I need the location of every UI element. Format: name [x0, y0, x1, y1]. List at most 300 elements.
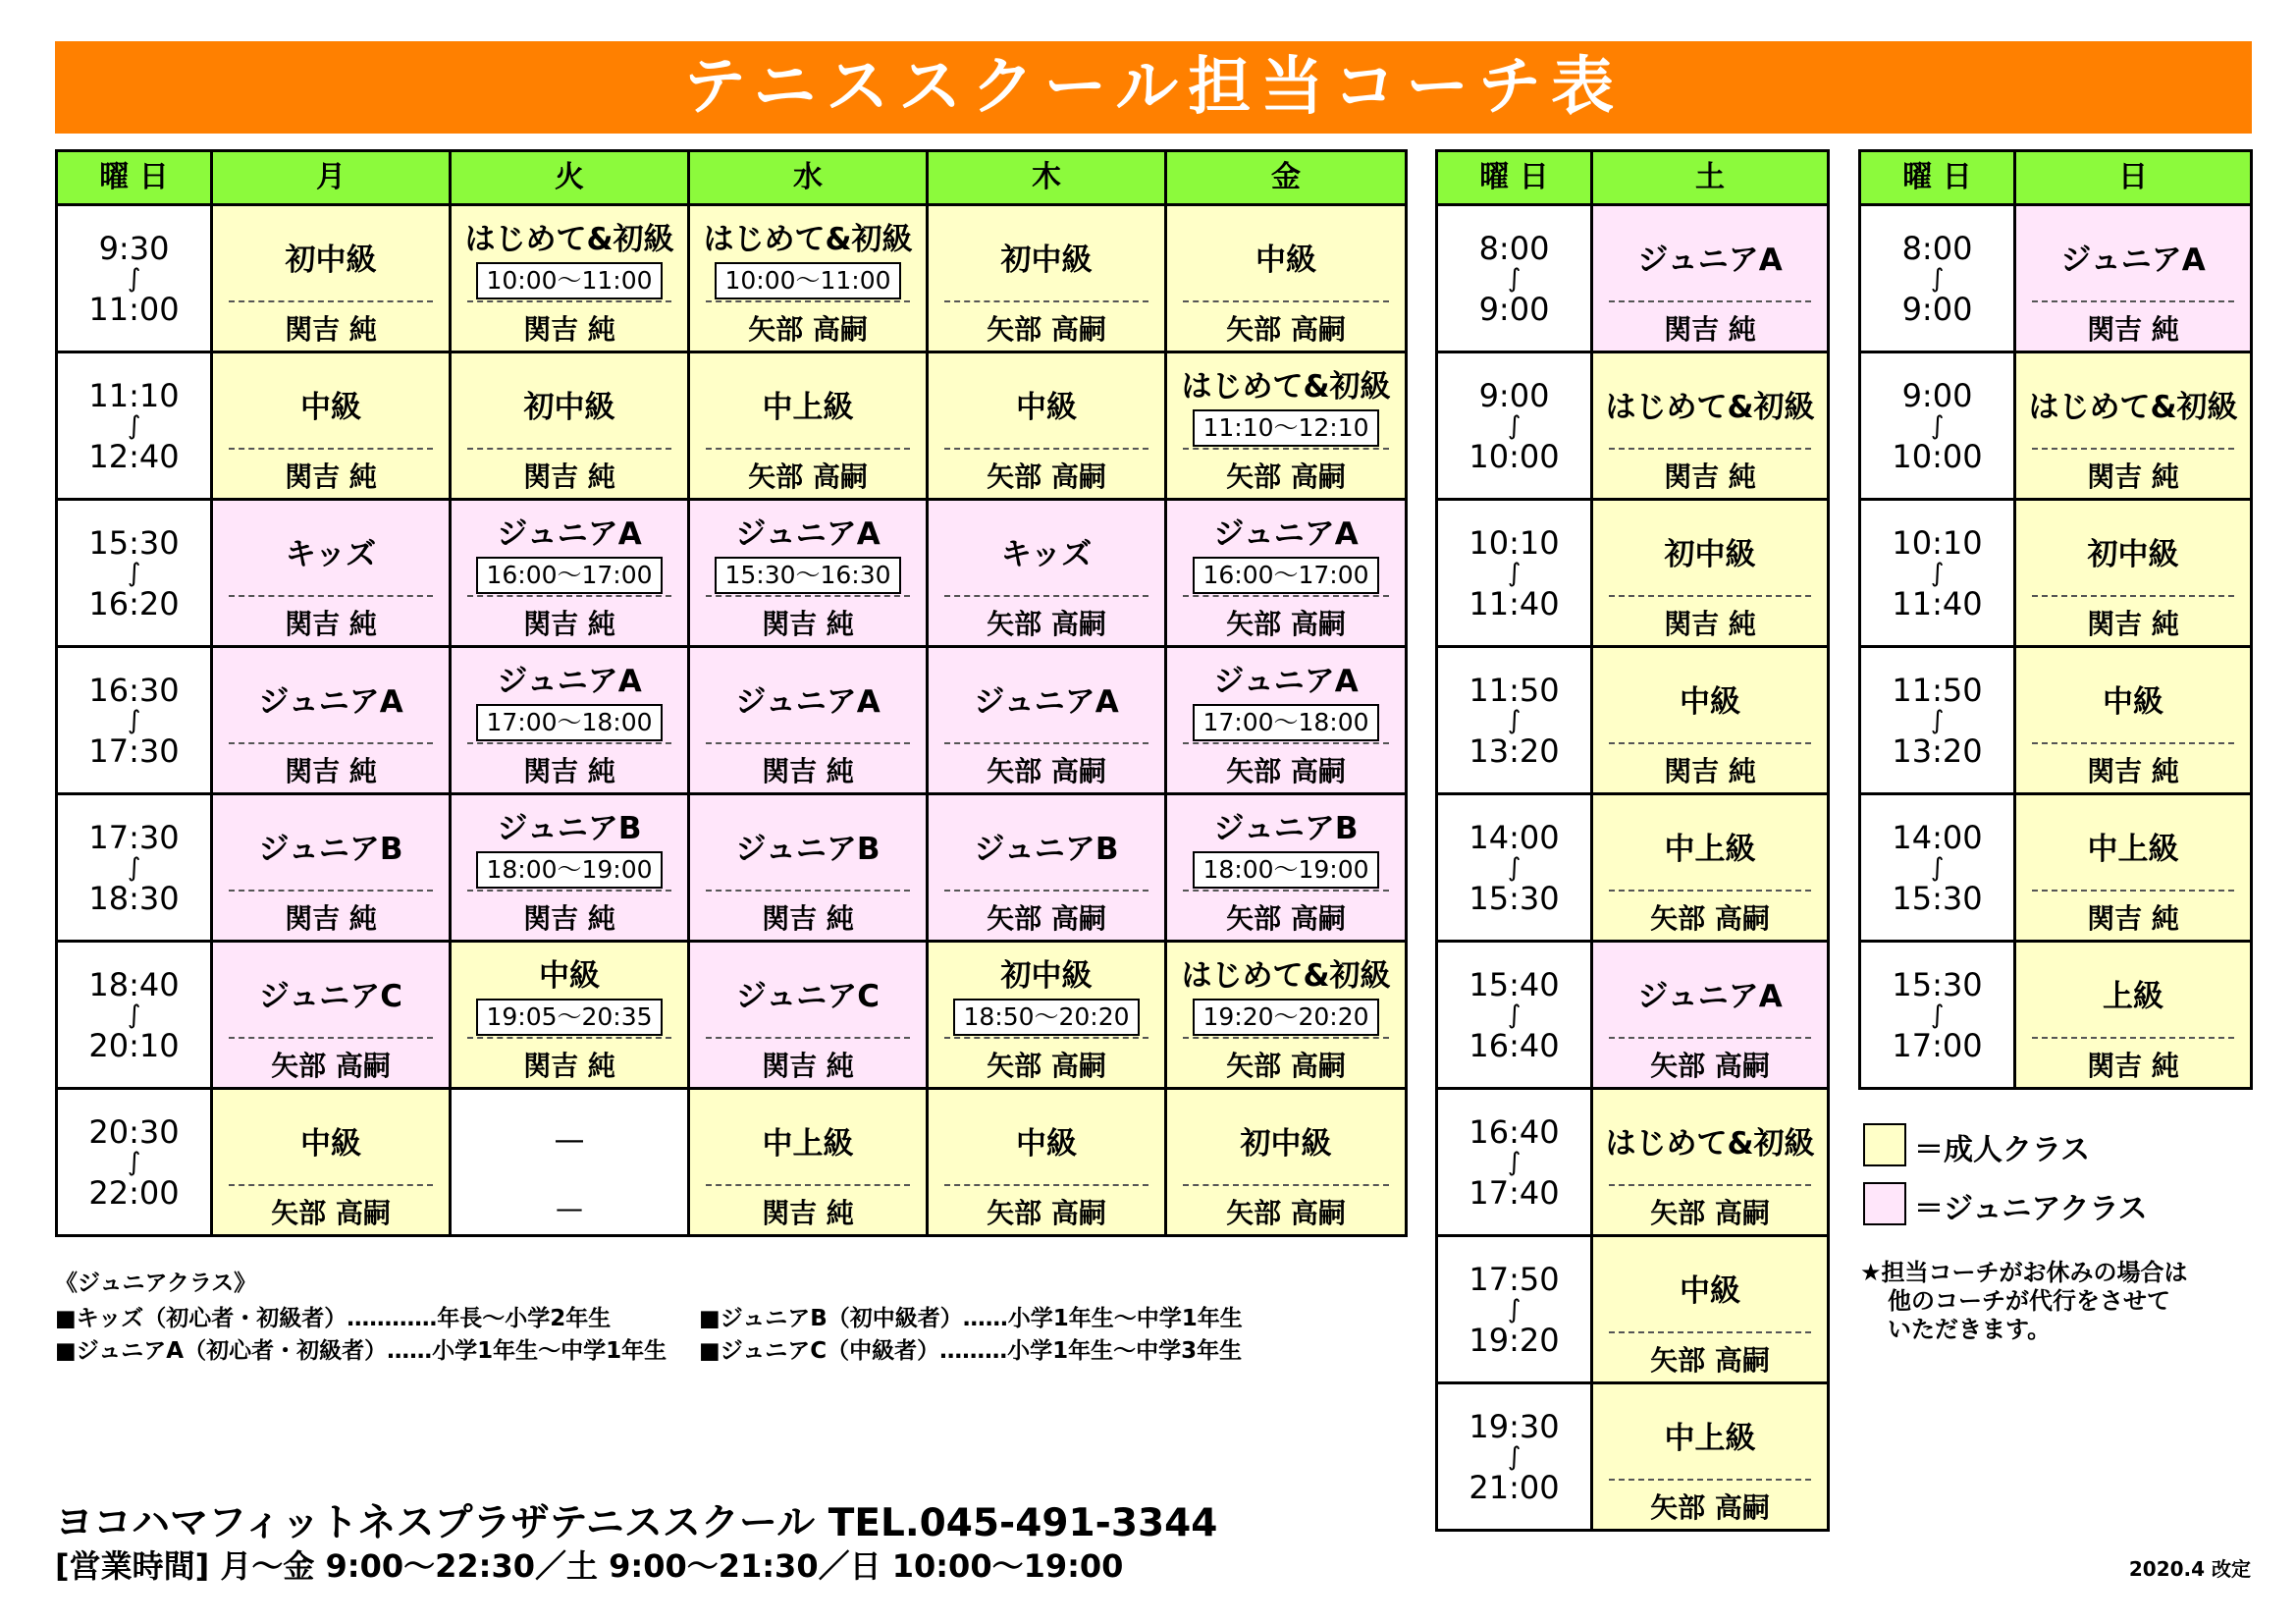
dashed-divider [706, 300, 910, 302]
class-name: ジュニアA [974, 683, 1119, 720]
class-info [690, 658, 926, 738]
class-info [1593, 216, 1827, 297]
start-time: 16:40 [1468, 1112, 1560, 1151]
coach-name: — [556, 1192, 583, 1224]
class-info [2016, 511, 2250, 591]
class-info [1167, 511, 1405, 591]
end-time: 9:00 [1901, 290, 1973, 328]
class-info [2016, 658, 2250, 738]
time-slot-row [1438, 351, 1827, 498]
coach-name: 矢部 高嗣 [1226, 902, 1346, 935]
start-time: 14:00 [1468, 818, 1560, 856]
class-cell [449, 206, 687, 351]
class-cell [2013, 795, 2250, 940]
class-info [690, 216, 926, 297]
class-name: 初中級 [1664, 536, 1756, 572]
class-name: 中上級 [762, 389, 854, 425]
class-cell [687, 943, 926, 1087]
class-cell [1590, 1237, 1827, 1381]
coach-name: 関吉 純 [762, 902, 854, 935]
time-slot [1438, 1237, 1590, 1381]
coach-name: 関吉 純 [523, 755, 615, 787]
start-time: 10:10 [1892, 523, 1983, 562]
dashed-divider [944, 742, 1148, 744]
class-time-box: 19:20～20:20 [1193, 999, 1378, 1036]
coach-name: 関吉 純 [762, 608, 854, 640]
time-slot-row [58, 940, 1405, 1087]
dashed-divider [1609, 1184, 1811, 1186]
time-slot-row [58, 203, 1405, 351]
class-name: ジュニアA [1637, 978, 1783, 1014]
class-info [213, 511, 449, 591]
time-slot [1861, 206, 2013, 351]
class-cell [210, 795, 449, 940]
end-time: 11:40 [1892, 584, 1983, 622]
class-cell [687, 1090, 926, 1234]
class-name: はじめて&初級 [1181, 957, 1391, 994]
dashed-divider [2032, 448, 2234, 450]
time-slot [58, 795, 210, 940]
end-time: 11:40 [1468, 584, 1560, 622]
time-separator: ∫ [1930, 852, 1945, 883]
coach-name: 矢部 高嗣 [271, 1197, 391, 1229]
dashed-divider [467, 1037, 671, 1039]
class-name: はじめて&初級 [1181, 368, 1391, 405]
end-time: 16:20 [88, 584, 180, 622]
dashed-divider [944, 300, 1148, 302]
coach-name: 矢部 高嗣 [271, 1050, 391, 1082]
junior-class-item: ■ジュニアB（初中級者）……小学1年生～中学1年生 [699, 1306, 1243, 1331]
class-name: ジュニアA [1213, 515, 1359, 552]
class-name: 中級 [1016, 1125, 1077, 1162]
class-name: ジュニアA [735, 683, 881, 720]
dashed-divider [1609, 742, 1811, 744]
end-time: 22:00 [88, 1173, 180, 1212]
class-cell [449, 353, 687, 498]
time-slot-row [1861, 940, 2250, 1087]
coach-name: 関吉 純 [762, 755, 854, 787]
class-info [690, 805, 926, 886]
coach-name: 関吉 純 [762, 1050, 854, 1082]
saturday-schedule-table [1435, 149, 1830, 1532]
class-cell [1164, 1090, 1405, 1234]
time-slot-row [58, 1087, 1405, 1234]
dashed-divider [1183, 448, 1389, 450]
class-info [929, 511, 1164, 591]
class-name: 中級 [1255, 242, 1316, 278]
class-info [213, 363, 449, 444]
time-slot [1861, 943, 2013, 1087]
time-slot [1438, 648, 1590, 792]
class-info [452, 363, 687, 444]
substitute-note [1860, 1259, 2188, 1344]
weekday-schedule-table [55, 149, 1408, 1237]
start-time: 15:30 [88, 523, 180, 562]
time-slot [1438, 1384, 1590, 1529]
dashed-divider [706, 1184, 910, 1186]
time-slot-row [58, 498, 1405, 645]
class-name: 中級 [300, 389, 361, 425]
dashed-divider [706, 742, 910, 744]
class-info [452, 658, 687, 738]
class-cell [1590, 648, 1827, 792]
coach-name: 関吉 純 [523, 902, 615, 935]
class-name: 中級 [1016, 389, 1077, 425]
coach-name: 関吉 純 [523, 460, 615, 493]
coach-name: 関吉 純 [1664, 460, 1756, 493]
time-separator: ∫ [1507, 1294, 1522, 1325]
coach-name: 関吉 純 [2087, 313, 2179, 346]
class-name: ジュニアB [497, 810, 642, 846]
dashed-divider [944, 1184, 1148, 1186]
coach-name: 関吉 純 [2087, 902, 2179, 935]
class-cell [449, 795, 687, 940]
time-separator: ∫ [1507, 1441, 1522, 1472]
time-slot [58, 501, 210, 645]
dashed-divider [944, 890, 1148, 892]
class-cell [1164, 795, 1405, 940]
class-cell [687, 648, 926, 792]
header-day: 日 [2013, 152, 2250, 203]
class-info [1593, 511, 1827, 591]
class-name: 中級 [539, 957, 600, 994]
class-name: 初中級 [523, 389, 615, 425]
time-separator: ∫ [127, 1147, 141, 1177]
class-cell [1164, 206, 1405, 351]
class-time-box: 17:00～18:00 [1193, 704, 1378, 741]
junior-legend-label: ＝ジュニアクラス [1914, 1192, 2148, 1226]
dashed-divider [1183, 595, 1389, 597]
start-time: 15:30 [1892, 965, 1983, 1003]
coach-name: 矢部 高嗣 [987, 313, 1106, 346]
adult-legend-swatch [1863, 1123, 1906, 1166]
start-time: 17:50 [1468, 1260, 1560, 1298]
time-separator: ∫ [1930, 410, 1945, 441]
class-cell [2013, 943, 2250, 1087]
time-slot-row [58, 792, 1405, 940]
end-time: 12:40 [88, 437, 180, 475]
school-contact: ヨコハマフィットネスプラザテニススクール TEL.045-491-3344 [55, 1501, 1218, 1545]
class-name: 初中級 [2087, 536, 2179, 572]
class-info [929, 658, 1164, 738]
class-time-box: 16:00～17:00 [1193, 557, 1378, 594]
class-info [690, 1100, 926, 1180]
class-info [690, 952, 926, 1033]
header-day: 火 [449, 152, 687, 203]
time-slot [1438, 1090, 1590, 1234]
time-slot-row [1861, 792, 2250, 940]
class-info [2016, 952, 2250, 1033]
class-info [1167, 952, 1405, 1033]
coach-name: 関吉 純 [1664, 313, 1756, 346]
class-cell [2013, 501, 2250, 645]
time-separator: ∫ [127, 558, 141, 588]
class-info [1167, 216, 1405, 297]
coach-name: 矢部 高嗣 [1226, 608, 1346, 640]
end-time: 13:20 [1468, 731, 1560, 770]
coach-name: 関吉 純 [2087, 1050, 2179, 1082]
junior-class-item: ■キッズ（初心者・初級者）…………年長～小学2年生 [55, 1306, 612, 1331]
class-info [1167, 363, 1405, 444]
dashed-divider [944, 1037, 1148, 1039]
header-day: 土 [1590, 152, 1827, 203]
coach-name: 矢部 高嗣 [987, 1197, 1106, 1229]
time-slot [1861, 795, 2013, 940]
class-name: ジュニアB [258, 831, 403, 867]
class-name: ジュニアB [735, 831, 881, 867]
class-info [690, 363, 926, 444]
class-cell [687, 501, 926, 645]
class-cell [210, 1090, 449, 1234]
class-info [452, 952, 687, 1033]
class-time-box: 17:00～18:00 [476, 704, 662, 741]
start-time: 19:30 [1468, 1407, 1560, 1445]
dashed-divider [1609, 595, 1811, 597]
end-time: 10:00 [1468, 437, 1560, 475]
start-time: 11:10 [88, 376, 180, 414]
dashed-divider [1183, 1037, 1389, 1039]
class-name: キッズ [1000, 536, 1093, 572]
header-row [1438, 152, 1827, 203]
time-slot-row [1438, 203, 1827, 351]
class-cell [1590, 353, 1827, 498]
time-slot-row [1438, 940, 1827, 1087]
note-line: ★担当コーチがお休みの場合は [1860, 1259, 2188, 1286]
header-time: 曜 日 [1861, 152, 2013, 203]
revision-date: 2020.4 改定 [2128, 1557, 2251, 1581]
dashed-divider [229, 1037, 433, 1039]
time-separator: ∫ [1507, 1147, 1522, 1177]
class-cell [2013, 206, 2250, 351]
class-name: ジュニアB [974, 831, 1119, 867]
dashed-divider [1609, 300, 1811, 302]
end-time: 17:40 [1468, 1173, 1560, 1212]
class-info [452, 1100, 687, 1180]
class-name: キッズ [285, 536, 377, 572]
time-slot [58, 943, 210, 1087]
class-info [2016, 216, 2250, 297]
business-hours: [営業時間] 月～金 9:00～22:30／土 9:00～21:30／日 10:00～19:00 [55, 1547, 1124, 1585]
time-slot [58, 1090, 210, 1234]
end-time: 19:20 [1468, 1321, 1560, 1359]
time-slot [1438, 353, 1590, 498]
coach-name: 矢部 高嗣 [748, 313, 868, 346]
class-name: ジュニアC [735, 978, 881, 1014]
time-separator: ∫ [1930, 263, 1945, 294]
class-time-box: 10:00～11:00 [715, 262, 900, 299]
coach-name: 関吉 純 [2087, 755, 2179, 787]
class-cell [1590, 795, 1827, 940]
time-separator: ∫ [127, 1000, 141, 1030]
coach-name: 矢部 高嗣 [1650, 1344, 1770, 1377]
class-name: ジュニアA [2060, 242, 2206, 278]
end-time: 17:00 [1892, 1026, 1983, 1064]
time-slot-row [1438, 498, 1827, 645]
class-cell [210, 648, 449, 792]
class-name: 初中級 [285, 242, 377, 278]
dashed-divider [706, 595, 910, 597]
class-name: ジュニアB [1213, 810, 1359, 846]
time-slot [58, 206, 210, 351]
class-name: ジュニアA [735, 515, 881, 552]
coach-name: 関吉 純 [523, 608, 615, 640]
class-cell [1590, 1384, 1827, 1529]
coach-name: 矢部 高嗣 [1650, 1050, 1770, 1082]
header-time: 曜 日 [1438, 152, 1590, 203]
dashed-divider [229, 890, 433, 892]
dashed-divider [467, 595, 671, 597]
class-cell [926, 648, 1164, 792]
time-slot-row [1861, 203, 2250, 351]
coach-name: 矢部 高嗣 [987, 460, 1106, 493]
class-name: 初中級 [1240, 1125, 1332, 1162]
class-cell [1590, 1090, 1827, 1234]
class-time-box: 18:50～20:20 [953, 999, 1139, 1036]
coach-name: 関吉 純 [1664, 608, 1756, 640]
class-info [1167, 1100, 1405, 1180]
time-slot-row [58, 645, 1405, 792]
start-time: 14:00 [1892, 818, 1983, 856]
time-separator: ∫ [1930, 705, 1945, 735]
coach-name: 矢部 高嗣 [1226, 460, 1346, 493]
coach-name: 関吉 純 [285, 902, 377, 935]
class-cell [449, 648, 687, 792]
coach-name: 関吉 純 [285, 460, 377, 493]
class-cell [2013, 648, 2250, 792]
class-name: 初中級 [1000, 957, 1093, 994]
class-cell [210, 943, 449, 1087]
start-time: 20:30 [88, 1112, 180, 1151]
class-name: 中上級 [762, 1125, 854, 1162]
header-day: 月 [210, 152, 449, 203]
class-time-box: 15:30～16:30 [715, 557, 900, 594]
time-separator: ∫ [1930, 1000, 1945, 1030]
dashed-divider [467, 448, 671, 450]
time-separator: ∫ [1507, 705, 1522, 735]
time-separator: ∫ [127, 705, 141, 735]
start-time: 8:00 [1478, 229, 1550, 267]
time-slot [58, 648, 210, 792]
class-info [1167, 658, 1405, 738]
time-separator: ∫ [1507, 1000, 1522, 1030]
class-cell [1164, 353, 1405, 498]
start-time: 15:40 [1468, 965, 1560, 1003]
time-separator: ∫ [1507, 263, 1522, 294]
class-name: 中上級 [1664, 1420, 1756, 1456]
start-time: 11:50 [1468, 671, 1560, 709]
class-info [213, 805, 449, 886]
start-time: 11:50 [1892, 671, 1983, 709]
time-slot-row [1438, 645, 1827, 792]
coach-name: 矢部 高嗣 [1226, 313, 1346, 346]
class-cell [926, 206, 1164, 351]
dashed-divider [1183, 300, 1389, 302]
coach-name: 関吉 純 [285, 755, 377, 787]
class-info [929, 1100, 1164, 1180]
junior-class-item: ■ジュニアC（中級者）………小学1年生～中学3年生 [699, 1338, 1243, 1364]
class-time-box: 18:00～19:00 [1193, 851, 1378, 889]
class-cell [1590, 206, 1827, 351]
dashed-divider [229, 1184, 433, 1186]
dashed-divider [1609, 890, 1811, 892]
class-name: 上級 [2103, 978, 2163, 1014]
class-time-box: 19:05～20:35 [476, 999, 662, 1036]
class-cell [210, 206, 449, 351]
dashed-divider [1183, 742, 1389, 744]
class-cell [926, 501, 1164, 645]
class-info [213, 658, 449, 738]
header-day: 金 [1164, 152, 1405, 203]
time-slot-row [1438, 1234, 1827, 1381]
adult-legend-label: ＝成人クラス [1914, 1133, 2091, 1167]
class-cell [2013, 353, 2250, 498]
coach-name: 矢部 高嗣 [987, 902, 1106, 935]
class-cell [449, 1090, 687, 1234]
class-info [213, 1100, 449, 1180]
class-info [2016, 805, 2250, 886]
end-time: 13:20 [1892, 731, 1983, 770]
class-cell [926, 795, 1164, 940]
coach-name: 関吉 純 [1664, 755, 1756, 787]
start-time: 8:00 [1901, 229, 1973, 267]
class-cell [1164, 648, 1405, 792]
class-name: — [554, 1122, 585, 1158]
start-time: 9:30 [98, 229, 170, 267]
coach-name: 矢部 高嗣 [987, 1050, 1106, 1082]
class-info [1593, 1100, 1827, 1180]
end-time: 9:00 [1478, 290, 1550, 328]
time-slot [1438, 943, 1590, 1087]
time-separator: ∫ [127, 410, 141, 441]
sunday-schedule-table [1858, 149, 2253, 1090]
class-time-box: 10:00～11:00 [476, 262, 662, 299]
time-slot-row [1438, 1381, 1827, 1529]
coach-name: 矢部 高嗣 [1650, 1197, 1770, 1229]
coach-name: 矢部 高嗣 [1650, 902, 1770, 935]
end-time: 15:30 [1468, 879, 1560, 917]
time-separator: ∫ [1507, 410, 1522, 441]
dashed-divider [706, 1037, 910, 1039]
time-separator: ∫ [127, 852, 141, 883]
dashed-divider [1609, 1037, 1811, 1039]
class-name: ジュニアA [497, 663, 642, 699]
time-slot-row [1861, 645, 2250, 792]
coach-name: 矢部 高嗣 [987, 608, 1106, 640]
class-cell [926, 943, 1164, 1087]
class-name: はじめて&初級 [1605, 389, 1815, 425]
end-time: 20:10 [88, 1026, 180, 1064]
dashed-divider [944, 595, 1148, 597]
end-time: 10:00 [1892, 437, 1983, 475]
dashed-divider [1609, 448, 1811, 450]
note-line: 他のコーチが代行をさせて [1888, 1287, 2170, 1315]
header-row [58, 152, 1405, 203]
time-slot [1438, 501, 1590, 645]
time-separator: ∫ [1507, 852, 1522, 883]
class-cell [1590, 943, 1827, 1087]
class-info [452, 805, 687, 886]
coach-name: 矢部 高嗣 [1226, 1197, 1346, 1229]
time-slot-row [1438, 1087, 1827, 1234]
class-time-box: 16:00～17:00 [476, 557, 662, 594]
class-cell [926, 1090, 1164, 1234]
page-title: テニススクール担当コーチ表 [55, 41, 2252, 134]
end-time: 11:00 [88, 290, 180, 328]
coach-name: 関吉 純 [285, 608, 377, 640]
class-name: 中級 [2103, 683, 2163, 720]
dashed-divider [1609, 1331, 1811, 1333]
class-cell [449, 501, 687, 645]
